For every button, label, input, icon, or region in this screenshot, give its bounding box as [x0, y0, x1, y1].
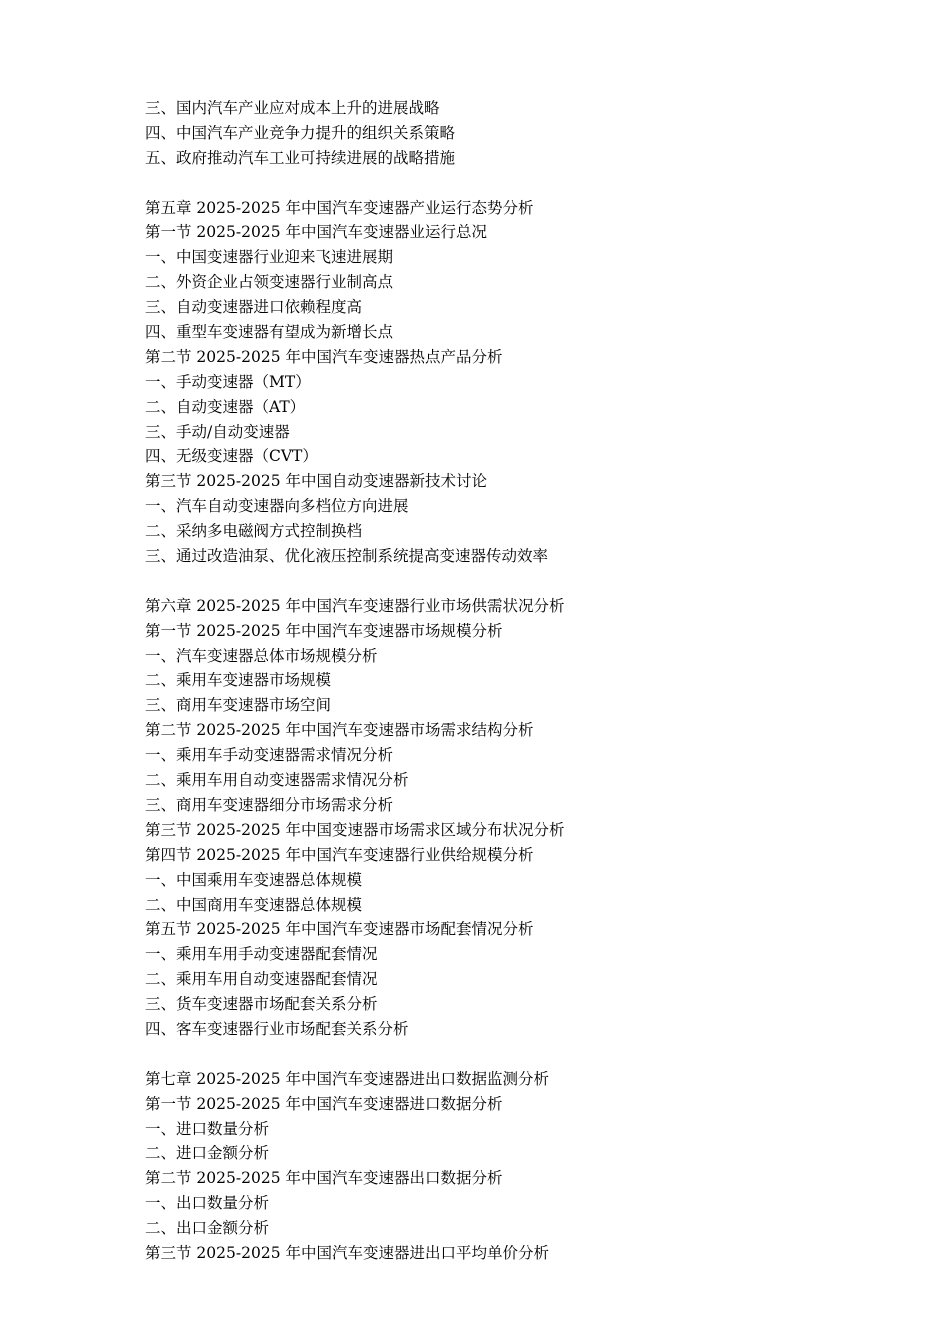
toc-item: 一、汽车变速器总体市场规模分析	[145, 646, 378, 665]
toc-item: 三、手动/自动变速器	[145, 422, 290, 441]
section-heading: 第二节 2025-2025 年中国汽车变速器市场需求结构分析	[145, 721, 534, 740]
toc-item: 三、商用车变速器市场空间	[145, 696, 332, 715]
toc-item: 二、出口金额分析	[145, 1219, 270, 1238]
section-heading: 第一节 2025-2025 年中国汽车变速器市场规模分析	[145, 621, 503, 640]
toc-item: 一、中国乘用车变速器总体规模	[145, 870, 363, 889]
toc-item: 一、进口数量分析	[145, 1119, 270, 1138]
toc-item: 一、乘用车用手动变速器配套情况	[145, 945, 378, 964]
toc-item: 二、进口金额分析	[145, 1144, 270, 1163]
toc-item: 二、自动变速器（AT）	[145, 397, 306, 416]
toc-item: 三、通过改造油泵、优化液压控制系统提高变速器传动效率	[145, 547, 549, 566]
toc-item: 二、乘用车变速器市场规模	[145, 671, 332, 690]
toc-item: 一、乘用车手动变速器需求情况分析	[145, 746, 394, 765]
toc-item: 二、乘用车用自动变速器需求情况分析	[145, 771, 409, 790]
toc-item: 四、中国汽车产业竞争力提升的组织关系策略	[145, 123, 456, 142]
section-heading: 第四节 2025-2025 年中国汽车变速器行业供给规模分析	[145, 845, 534, 864]
section-heading: 第三节 2025-2025 年中国变速器市场需求区域分布状况分析	[145, 820, 565, 839]
toc-item: 一、汽车自动变速器向多档位方向进展	[145, 497, 409, 516]
section-heading: 第一节 2025-2025 年中国汽车变速器进口数据分析	[145, 1094, 503, 1113]
chapter-heading: 第五章 2025-2025 年中国汽车变速器产业运行态势分析	[145, 198, 534, 217]
section-heading: 第二节 2025-2025 年中国汽车变速器出口数据分析	[145, 1169, 503, 1188]
toc-item: 一、中国变速器行业迎来飞速进展期	[145, 248, 394, 267]
blank-line	[145, 569, 865, 594]
toc-item: 四、无级变速器（CVT）	[145, 447, 318, 466]
toc-item: 三、自动变速器进口依赖程度高	[145, 298, 363, 317]
toc-item: 二、采纳多电磁阀方式控制换档	[145, 522, 363, 541]
toc-item: 一、出口数量分析	[145, 1194, 270, 1213]
toc-item: 一、手动变速器（MT）	[145, 372, 311, 391]
toc-item: 三、商用车变速器细分市场需求分析	[145, 795, 394, 814]
chapter-heading: 第六章 2025-2025 年中国汽车变速器行业市场供需状况分析	[145, 596, 565, 615]
blank-line	[145, 171, 865, 196]
blank-line	[145, 1042, 865, 1067]
toc-item: 五、政府推动汽车工业可持续进展的战略措施	[145, 148, 456, 167]
toc-item: 二、中国商用车变速器总体规模	[145, 895, 363, 914]
section-heading: 第三节 2025-2025 年中国汽车变速器进出口平均单价分析	[145, 1243, 549, 1262]
toc-item: 三、国内汽车产业应对成本上升的进展战略	[145, 99, 440, 117]
section-heading: 第二节 2025-2025 年中国汽车变速器热点产品分析	[145, 347, 503, 366]
toc-item: 二、外资企业占领变速器行业制高点	[145, 273, 394, 292]
toc-item: 二、乘用车用自动变速器配套情况	[145, 970, 378, 989]
section-heading: 第一节 2025-2025 年中国汽车变速器业运行总况	[145, 223, 487, 242]
toc-item: 三、货车变速器市场配套关系分析	[145, 995, 378, 1014]
toc-item: 四、客车变速器行业市场配套关系分析	[145, 1019, 409, 1038]
section-heading: 第三节 2025-2025 年中国自动变速器新技术讨论	[145, 472, 487, 491]
section-heading: 第五节 2025-2025 年中国汽车变速器市场配套情况分析	[145, 920, 534, 939]
toc-item: 四、重型车变速器有望成为新增长点	[145, 323, 394, 342]
chapter-heading: 第七章 2025-2025 年中国汽车变速器进出口数据监测分析	[145, 1069, 549, 1088]
document-body	[145, 96, 865, 1266]
